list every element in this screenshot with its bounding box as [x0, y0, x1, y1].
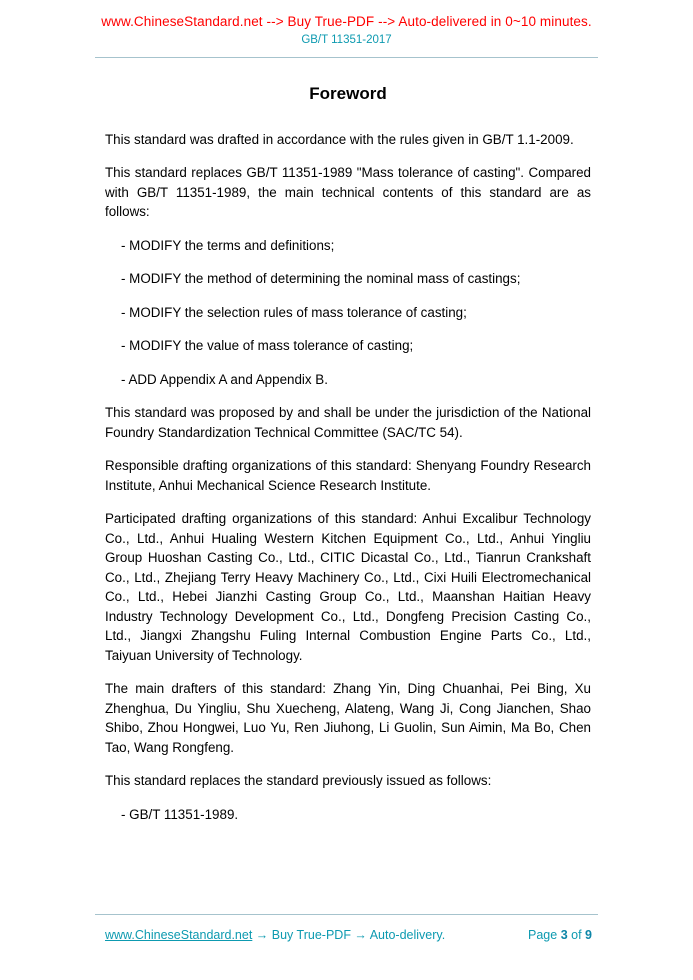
paragraph-main-drafters: The main drafters of this standard: Zhang Yin, Ding Chuanhai, Pei Bing, Xu Zhenghua, Du Yingliu, Shu Xuecheng, Alateng, Wang Ji, Cong Jianchen, Shao Shibo, Zhou Hongwei, Luo Yu, Ren Jiuhong, Li Guolin, Sun Aimin, Ma Bo, Chen Tao, Wang Rongfeng.: [105, 681, 591, 755]
list-item-modify-method: - MODIFY the method of determining the nominal mass of castings;: [121, 271, 521, 286]
footer-divider: [95, 914, 598, 915]
paragraph-responsible-orgs: Responsible drafting organizations of this standard: Shenyang Foundry Research Institute, Anhui Mechanical Science Research Institute.: [105, 458, 591, 493]
paragraph-previous-issues: This standard replaces the standard previously issued as follows:: [105, 773, 492, 788]
list-item-modify-value: - MODIFY the value of mass tolerance of casting;: [121, 338, 414, 353]
footer-promo: [105, 928, 445, 942]
paragraph-jurisdiction: This standard was proposed by and shall be under the jurisdiction of the National Foundry Standardization Technical Committee (SAC/TC 54).: [105, 405, 591, 440]
paragraph-drafted: This standard was drafted in accordance with the rules given in GB/T 1.1-2009.: [105, 131, 574, 147]
page-indicator: [528, 928, 592, 942]
paragraph-participated-orgs: Participated drafting organizations of this standard: Anhui Excalibur Technology Co., Ltd., Anhui Hualing Western Kitchen Equipment Co., Ltd., Anhui Yingliu Group Huoshan Casting Co., Ltd., CITIC Dicastal Co., Ltd., Tianrun Crankshaft Co., Ltd., Zhejiang Terry Heavy Machinery Co., Ltd., Cixi Huili Electromechanical Co., Ltd., Hebei Jianzhi Casting Group Co., Ltd., Maanshan Haitian Heavy Industry Technology Development Co., Ltd., Dongfeng Precision Casting Co., Ltd., Jiangxi Zhangshu Fuling Internal Combustion Engine Parts Co., Ltd., Taiyuan University of Technology.: [105, 511, 591, 663]
document-body: [105, 78, 591, 838]
paragraph-replaces: This standard replaces GB/T 11351-1989 "Mass tolerance of casting". Compared with GB/T 11351-1989, the main technical contents of this standard are as follows:: [105, 165, 591, 219]
footer-row: [95, 928, 598, 942]
page-total: 9: [585, 928, 592, 942]
page-label: Page: [528, 928, 558, 942]
list-item-add-appendix: - ADD Appendix A and Appendix B.: [121, 371, 328, 387]
doc-code: GB/T 11351-2017: [301, 34, 392, 46]
list-item-modify-selection: - MODIFY the selection rules of mass tolerance of casting;: [121, 304, 467, 320]
header-divider: [95, 57, 598, 58]
promo-banner: www.ChineseStandard.net --> Buy True-PDF --> Auto-delivered in 0~10 minutes.: [101, 14, 592, 29]
footer-link[interactable]: www.ChineseStandard.net: [105, 928, 253, 942]
page-title: Foreword: [309, 84, 387, 103]
list-item-replaced-standard: - GB/T 11351-1989.: [121, 806, 239, 822]
page-of-label: of: [571, 928, 582, 942]
page-current: 3: [560, 928, 568, 942]
footer-promo-tail: → Buy True-PDF → Auto-delivery.: [255, 928, 446, 942]
page-footer: [95, 914, 598, 942]
list-item-modify-terms: - MODIFY the terms and definitions;: [121, 237, 335, 253]
